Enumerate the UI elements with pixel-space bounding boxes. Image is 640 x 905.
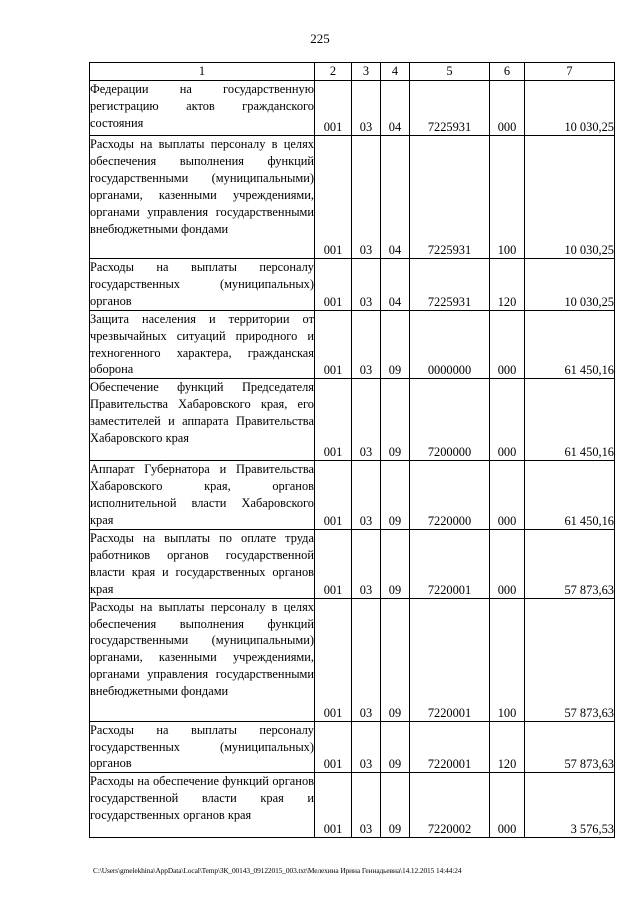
table-row — [90, 529, 615, 598]
cell-amount: 10 030,25 — [525, 136, 615, 259]
row-description: Расходы на выплаты персоналу в целях обеспечения выполнения функций государственными (муниципальными) органами, казенными учреждениями, органами управления государственными внебюджетными фондами — [90, 136, 315, 259]
table-row — [90, 379, 615, 461]
cell-expense-type: 000 — [490, 773, 525, 838]
table-row — [90, 773, 615, 838]
cell-subsection: 04 — [381, 81, 410, 136]
cell-section: 03 — [352, 721, 381, 773]
col-header-5: 5 — [410, 63, 490, 81]
cell-section: 03 — [352, 529, 381, 598]
cell-section: 03 — [352, 461, 381, 530]
cell-code-1: 001 — [315, 310, 352, 379]
cell-subsection: 09 — [381, 379, 410, 461]
cell-amount: 61 450,16 — [525, 379, 615, 461]
cell-expense-type: 100 — [490, 136, 525, 259]
cell-subsection: 09 — [381, 773, 410, 838]
cell-expense-type: 000 — [490, 81, 525, 136]
cell-code-1: 001 — [315, 721, 352, 773]
cell-code-1: 001 — [315, 259, 352, 311]
cell-target-article: 7220002 — [410, 773, 490, 838]
row-description: Расходы на выплаты персоналу государственных (муниципальных) органов — [90, 721, 315, 773]
cell-target-article: 7225931 — [410, 136, 490, 259]
cell-section: 03 — [352, 136, 381, 259]
cell-target-article: 7225931 — [410, 81, 490, 136]
cell-amount: 61 450,16 — [525, 461, 615, 530]
col-header-3: 3 — [352, 63, 381, 81]
cell-subsection: 09 — [381, 598, 410, 721]
col-header-4: 4 — [381, 63, 410, 81]
cell-subsection: 09 — [381, 721, 410, 773]
row-description: Расходы на выплаты по оплате труда работников органов государственной власти края и государственных органов края — [90, 529, 315, 598]
cell-code-1: 001 — [315, 773, 352, 838]
row-description: Обеспечение функций Председателя Правительства Хабаровского края, его заместителей и аппарата Правительства Хабаровского края — [90, 379, 315, 461]
row-description: Расходы на выплаты персоналу государственных (муниципальных) органов — [90, 259, 315, 311]
cell-subsection: 04 — [381, 136, 410, 259]
cell-code-1: 001 — [315, 598, 352, 721]
footer-file-path: C:\Users\gmelekhina\AppData\Local\Temp\ЗК_00143_09122015_003.txt\Мелехина Ирина Геннадьевна\14.12.2015 14:44:24 — [93, 866, 462, 875]
row-description: Защита населения и территории от чрезвычайных ситуаций природного и техногенного характера, гражданская оборона — [90, 310, 315, 379]
cell-section: 03 — [352, 81, 381, 136]
row-description: Федерации на государственную регистрацию актов гражданского состояния — [90, 81, 315, 136]
cell-amount: 10 030,25 — [525, 81, 615, 136]
cell-expense-type: 000 — [490, 310, 525, 379]
row-description: Расходы на выплаты персоналу в целях обеспечения выполнения функций государственными (муниципальными) органами, казенными учреждениями, органами управления государственными внебюджетными фондами — [90, 598, 315, 721]
cell-code-1: 001 — [315, 81, 352, 136]
table-row — [90, 259, 615, 311]
cell-amount: 61 450,16 — [525, 310, 615, 379]
cell-target-article: 0000000 — [410, 310, 490, 379]
cell-target-article: 7220001 — [410, 598, 490, 721]
cell-amount: 57 873,63 — [525, 598, 615, 721]
cell-amount: 10 030,25 — [525, 259, 615, 311]
budget-table — [89, 62, 615, 838]
table-row — [90, 461, 615, 530]
cell-amount: 57 873,63 — [525, 529, 615, 598]
page-number: 225 — [310, 31, 330, 46]
cell-section: 03 — [352, 310, 381, 379]
cell-expense-type: 100 — [490, 598, 525, 721]
cell-subsection: 09 — [381, 461, 410, 530]
cell-expense-type: 000 — [490, 529, 525, 598]
cell-code-1: 001 — [315, 136, 352, 259]
cell-section: 03 — [352, 773, 381, 838]
cell-code-1: 001 — [315, 461, 352, 530]
row-description: Аппарат Губернатора и Правительства Хабаровского края, органов исполнительной власти Хабаровского края — [90, 461, 315, 530]
cell-expense-type: 120 — [490, 259, 525, 311]
cell-amount: 57 873,63 — [525, 721, 615, 773]
cell-expense-type: 000 — [490, 461, 525, 530]
col-header-2: 2 — [315, 63, 352, 81]
col-header-7: 7 — [525, 63, 615, 81]
table-row — [90, 721, 615, 773]
cell-subsection: 09 — [381, 310, 410, 379]
cell-amount: 3 576,53 — [525, 773, 615, 838]
cell-code-1: 001 — [315, 529, 352, 598]
col-header-6: 6 — [490, 63, 525, 81]
cell-subsection: 09 — [381, 529, 410, 598]
table-row — [90, 310, 615, 379]
cell-code-1: 001 — [315, 379, 352, 461]
col-header-1: 1 — [90, 63, 315, 81]
header-row — [90, 63, 615, 81]
cell-target-article: 7220001 — [410, 721, 490, 773]
cell-section: 03 — [352, 379, 381, 461]
row-description: Расходы на обеспечение функций органов государственной власти края и государственных органов края — [90, 773, 315, 838]
table-row — [90, 136, 615, 259]
cell-target-article: 7220001 — [410, 529, 490, 598]
cell-target-article: 7220000 — [410, 461, 490, 530]
cell-subsection: 04 — [381, 259, 410, 311]
cell-section: 03 — [352, 259, 381, 311]
cell-target-article: 7200000 — [410, 379, 490, 461]
table-row — [90, 598, 615, 721]
cell-expense-type: 120 — [490, 721, 525, 773]
cell-section: 03 — [352, 598, 381, 721]
table-row — [90, 81, 615, 136]
cell-target-article: 7225931 — [410, 259, 490, 311]
cell-expense-type: 000 — [490, 379, 525, 461]
